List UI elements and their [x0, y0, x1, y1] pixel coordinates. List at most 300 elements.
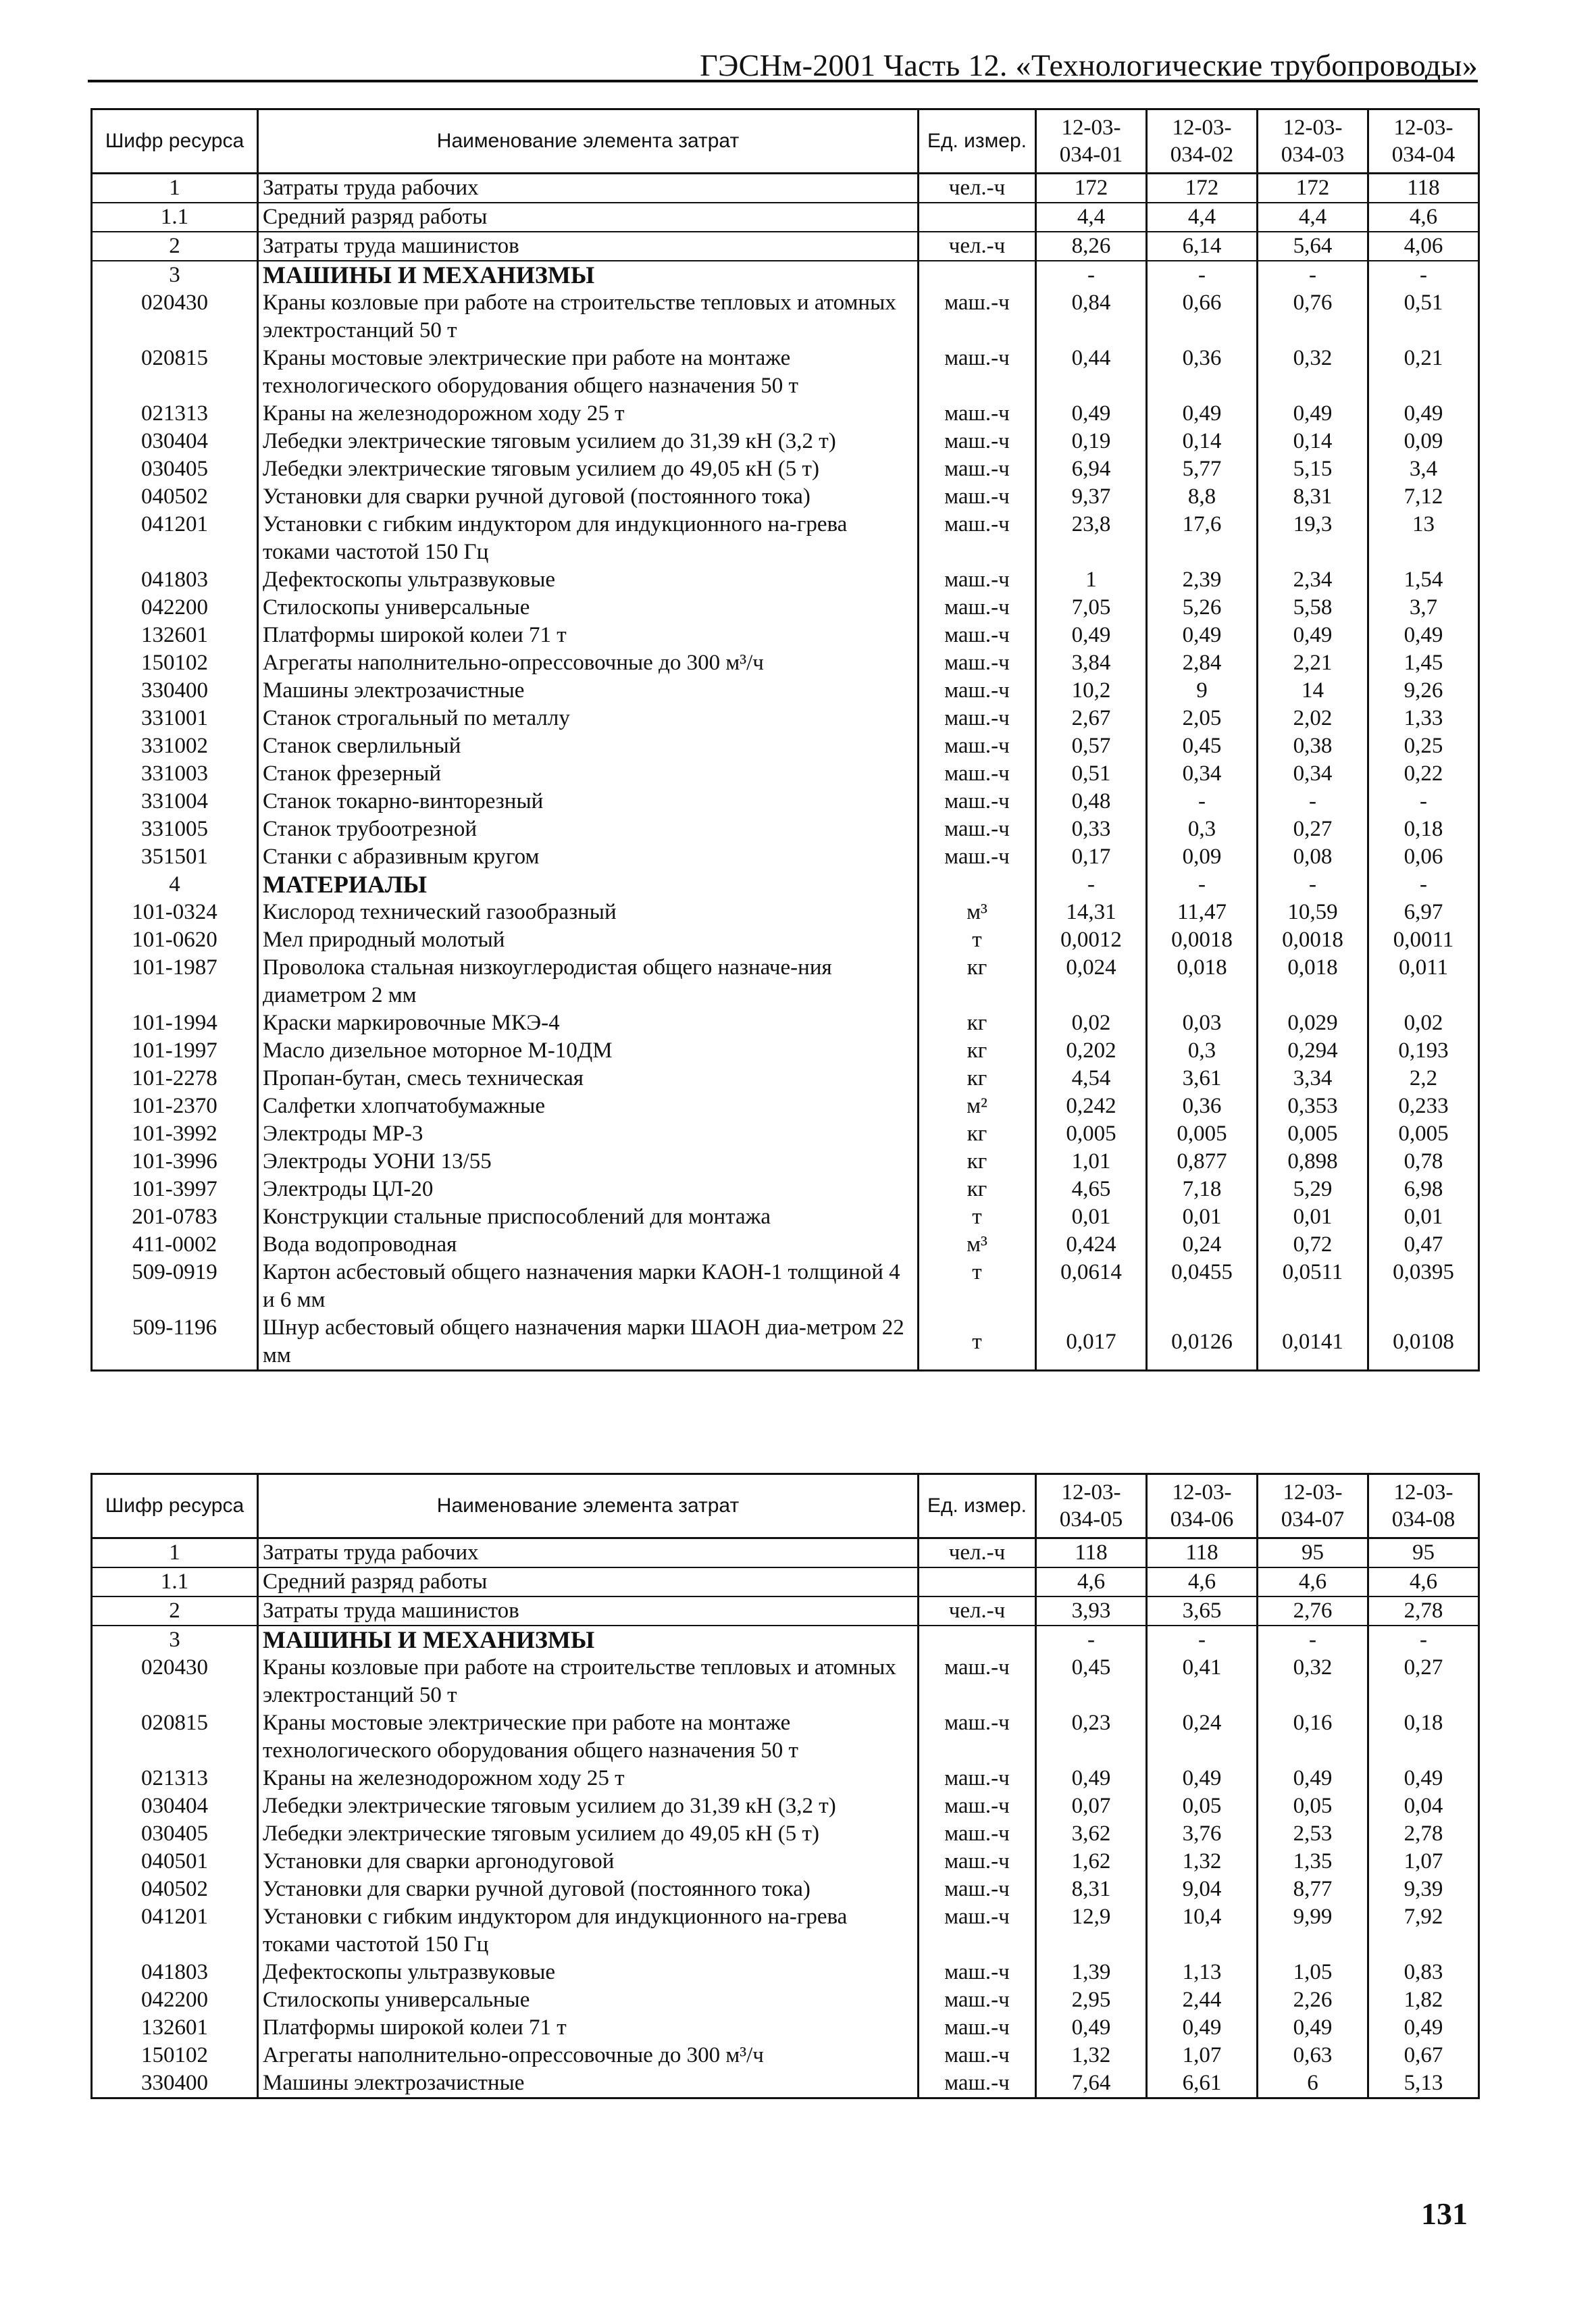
resource-value: 0,83	[1368, 1959, 1479, 1986]
resource-value: -	[1368, 788, 1479, 815]
resource-value: -	[1368, 261, 1479, 289]
resource-value: 0,0012	[1036, 926, 1147, 954]
resource-value: -	[1258, 788, 1368, 815]
resource-value: 6,94	[1036, 455, 1147, 483]
resource-value: 8,26	[1036, 232, 1147, 261]
resource-value: 1,62	[1036, 1848, 1147, 1876]
resource-name: МАШИНЫ И МЕХАНИЗМЫ	[258, 1626, 919, 1654]
table-row	[92, 1314, 1479, 1371]
resource-value: 1,82	[1368, 1986, 1479, 2014]
resource-code: 330400	[92, 677, 258, 705]
resource-name: Электроды МР-3	[258, 1120, 919, 1148]
resource-value: 1,13	[1147, 1959, 1258, 1986]
table-row	[92, 1538, 1479, 1568]
resource-value: 0,018	[1147, 954, 1258, 1009]
resource-value: 14	[1258, 677, 1368, 705]
resource-unit: маш.-ч	[919, 455, 1036, 483]
resource-value: 172	[1258, 174, 1368, 203]
resource-value: 4,6	[1258, 1567, 1368, 1596]
resource-value: 0,32	[1258, 1654, 1368, 1709]
column-header-estimate: 12-03- 034-06	[1147, 1474, 1258, 1538]
resource-unit: маш.-ч	[919, 705, 1036, 732]
resource-value: 0,14	[1147, 428, 1258, 455]
table-row	[92, 622, 1479, 649]
resource-code: 509-0919	[92, 1259, 258, 1314]
resource-value: 2,78	[1368, 1820, 1479, 1848]
table-row	[92, 203, 1479, 232]
resource-value: 8,31	[1258, 483, 1368, 511]
resource-value: 172	[1036, 174, 1147, 203]
resource-name: Мел природный молотый	[258, 926, 919, 954]
resource-value: -	[1368, 871, 1479, 899]
resource-value: 0,05	[1258, 1792, 1368, 1820]
resource-value: 0,06	[1368, 843, 1479, 871]
resource-value: 3,4	[1368, 455, 1479, 483]
resource-unit: т	[919, 1259, 1036, 1314]
resource-name: Шнур асбестовый общего назначения марки ШАОН диа-метром 22 мм	[258, 1314, 919, 1371]
resource-name: Электроды УОНИ 13/55	[258, 1148, 919, 1176]
column-header-estimate: 12-03- 034-05	[1036, 1474, 1147, 1538]
resource-value: 11,47	[1147, 899, 1258, 926]
resource-value: 0,49	[1147, 622, 1258, 649]
resource-name: Станок токарно-винторезный	[258, 788, 919, 815]
resource-value: 0,38	[1258, 732, 1368, 760]
resource-value: 95	[1258, 1538, 1368, 1568]
resource-code: 1	[92, 1538, 258, 1568]
resource-unit: чел.-ч	[919, 174, 1036, 203]
resource-name: Краны козловые при работе на строительстве тепловых и атомных электростанций 50 т	[258, 289, 919, 345]
resource-value: 0,49	[1036, 1765, 1147, 1792]
resource-code: 030405	[92, 1820, 258, 1848]
table-row	[92, 345, 1479, 400]
resource-code: 331001	[92, 705, 258, 732]
resource-value: 10,59	[1258, 899, 1368, 926]
resource-unit: маш.-ч	[919, 1848, 1036, 1876]
resource-value: 3,65	[1147, 1596, 1258, 1626]
table-row	[92, 1626, 1479, 1654]
resource-value: 19,3	[1258, 511, 1368, 566]
column-header-estimate: 12-03- 034-08	[1368, 1474, 1479, 1538]
resource-value: 0,0455	[1147, 1259, 1258, 1314]
resource-value: 8,31	[1036, 1876, 1147, 1903]
resource-value: 2,78	[1368, 1596, 1479, 1626]
resource-unit: кг	[919, 1009, 1036, 1037]
resource-name: Установки с гибким индуктором для индукционного на-грева токами частотой 150 Гц	[258, 1903, 919, 1959]
resource-code: 101-1994	[92, 1009, 258, 1037]
resource-unit: кг	[919, 954, 1036, 1009]
header-rule	[88, 80, 1478, 82]
resource-value: 0,49	[1036, 400, 1147, 428]
table-row	[92, 2014, 1479, 2042]
resource-value: 12,9	[1036, 1903, 1147, 1959]
resource-value: -	[1147, 788, 1258, 815]
resource-name: Установки для сварки ручной дуговой (постоянного тока)	[258, 483, 919, 511]
resource-value: 0,005	[1147, 1120, 1258, 1148]
resource-value: -	[1258, 261, 1368, 289]
resource-value: 1,35	[1258, 1848, 1368, 1876]
resource-name: Станок фрезерный	[258, 760, 919, 788]
resource-value: 0,02	[1036, 1009, 1147, 1037]
resource-value: 0,63	[1258, 2042, 1368, 2069]
table-row	[92, 871, 1479, 899]
resource-value: 0,3	[1147, 1037, 1258, 1065]
resource-value: 172	[1147, 174, 1258, 203]
resource-value: 95	[1368, 1538, 1479, 1568]
resource-value: 2,95	[1036, 1986, 1147, 2014]
resource-value: 5,29	[1258, 1176, 1368, 1203]
resource-value: -	[1036, 871, 1147, 899]
resource-value: 7,05	[1036, 594, 1147, 622]
resource-value: 0,27	[1258, 815, 1368, 843]
resource-value: 0,47	[1368, 1231, 1479, 1259]
resource-value: 0,233	[1368, 1092, 1479, 1120]
resource-code: 020815	[92, 345, 258, 400]
resource-value: 8,8	[1147, 483, 1258, 511]
table-row	[92, 1065, 1479, 1092]
resource-value: 0,202	[1036, 1037, 1147, 1065]
resource-value: 118	[1147, 1538, 1258, 1568]
resource-value: 0,23	[1036, 1709, 1147, 1765]
resource-value: 3,61	[1147, 1065, 1258, 1092]
resource-value: 0,49	[1368, 400, 1479, 428]
resource-value: 1,54	[1368, 566, 1479, 594]
resource-unit: маш.-ч	[919, 1765, 1036, 1792]
resource-code: 030404	[92, 428, 258, 455]
table-row	[92, 1792, 1479, 1820]
resource-value: 0,05	[1147, 1792, 1258, 1820]
resource-code: 101-0620	[92, 926, 258, 954]
resource-name: Вода водопроводная	[258, 1231, 919, 1259]
resource-name: Установки с гибким индуктором для индукционного на-грева токами частотой 150 Гц	[258, 511, 919, 566]
resource-unit: маш.-ч	[919, 788, 1036, 815]
table-row	[92, 1876, 1479, 1903]
page-header: ГЭСНм-2001 Часть 12. «Технологические трубопроводы»	[700, 48, 1478, 82]
resource-code: 1	[92, 174, 258, 203]
resource-code: 101-3992	[92, 1120, 258, 1148]
table-row	[92, 760, 1479, 788]
resource-value: -	[1368, 1626, 1479, 1654]
resource-name: Стилоскопы универсальные	[258, 1986, 919, 2014]
column-header-code: Шифр ресурса	[92, 1474, 258, 1538]
resource-value: 4,6	[1368, 203, 1479, 232]
resource-name: Краны козловые при работе на строительстве тепловых и атомных электростанций 50 т	[258, 1654, 919, 1709]
resource-value: 0,57	[1036, 732, 1147, 760]
table-row	[92, 1231, 1479, 1259]
table-header-row	[92, 1474, 1479, 1538]
resource-value: 0,898	[1258, 1148, 1368, 1176]
resource-value: 0,36	[1147, 1092, 1258, 1120]
resource-code: 132601	[92, 2014, 258, 2042]
resource-value: 0,017	[1036, 1314, 1147, 1371]
resource-value: 5,13	[1368, 2069, 1479, 2098]
resource-code: 020430	[92, 1654, 258, 1709]
resource-value: 0,353	[1258, 1092, 1368, 1120]
resource-unit: м²	[919, 1092, 1036, 1120]
resource-unit: чел.-ч	[919, 1538, 1036, 1568]
resource-code: 041201	[92, 1903, 258, 1959]
resource-code: 2	[92, 232, 258, 261]
resource-value: 2,67	[1036, 705, 1147, 732]
resource-value: 0,49	[1258, 400, 1368, 428]
resource-unit: маш.-ч	[919, 1986, 1036, 2014]
resource-value: 0,0108	[1368, 1314, 1479, 1371]
resource-unit	[919, 1567, 1036, 1596]
resource-name: Электроды ЦЛ-20	[258, 1176, 919, 1203]
resource-value: 5,15	[1258, 455, 1368, 483]
resource-name: Затраты труда машинистов	[258, 1596, 919, 1626]
resource-value: 2,39	[1147, 566, 1258, 594]
resource-code: 330400	[92, 2069, 258, 2098]
resource-name: Стилоскопы универсальные	[258, 594, 919, 622]
resource-value: 0,76	[1258, 289, 1368, 345]
resource-unit: маш.-ч	[919, 815, 1036, 843]
resource-name: Станки с абразивным кругом	[258, 843, 919, 871]
resource-value: 0,17	[1036, 843, 1147, 871]
resource-value: 3,93	[1036, 1596, 1147, 1626]
column-header-estimate: 12-03- 034-03	[1258, 109, 1368, 174]
resource-value: 0,3	[1147, 815, 1258, 843]
table-row	[92, 428, 1479, 455]
resource-value: 0,08	[1258, 843, 1368, 871]
resource-value: 9,37	[1036, 483, 1147, 511]
resource-unit: маш.-ч	[919, 1792, 1036, 1820]
resource-unit: маш.-ч	[919, 732, 1036, 760]
table-row	[92, 1596, 1479, 1626]
column-header-estimate: 12-03- 034-02	[1147, 109, 1258, 174]
table-row	[92, 815, 1479, 843]
resource-value: 0,03	[1147, 1009, 1258, 1037]
resource-code: 040501	[92, 1848, 258, 1876]
resource-value: 118	[1368, 174, 1479, 203]
resource-value: 0,67	[1368, 2042, 1479, 2069]
resource-value: 5,26	[1147, 594, 1258, 622]
resource-value: 1,01	[1036, 1148, 1147, 1176]
resource-name: Дефектоскопы ультразвуковые	[258, 1959, 919, 1986]
resource-value: 1,32	[1147, 1848, 1258, 1876]
column-header-estimate: 12-03- 034-07	[1258, 1474, 1368, 1538]
resource-unit: м³	[919, 899, 1036, 926]
resource-name: Агрегаты наполнительно-опрессовочные до 300 м³/ч	[258, 2042, 919, 2069]
table-row	[92, 1654, 1479, 1709]
resource-value: 0,02	[1368, 1009, 1479, 1037]
table-row	[92, 843, 1479, 871]
resource-value: 4,4	[1036, 203, 1147, 232]
resource-unit: маш.-ч	[919, 483, 1036, 511]
resource-value: 4,54	[1036, 1065, 1147, 1092]
resource-value: 7,18	[1147, 1176, 1258, 1203]
resource-code: 351501	[92, 843, 258, 871]
resource-code: 132601	[92, 622, 258, 649]
resource-value: 2,02	[1258, 705, 1368, 732]
column-header-unit: Ед. измер.	[919, 109, 1036, 174]
resource-code: 150102	[92, 2042, 258, 2069]
table-row	[92, 1986, 1479, 2014]
resource-code: 040502	[92, 483, 258, 511]
resource-value: 0,45	[1147, 732, 1258, 760]
resource-unit: т	[919, 1203, 1036, 1231]
resource-value: 0,34	[1258, 760, 1368, 788]
resource-name: Дефектоскопы ультразвуковые	[258, 566, 919, 594]
resource-unit: чел.-ч	[919, 1596, 1036, 1626]
resource-code: 021313	[92, 1765, 258, 1792]
table-row	[92, 788, 1479, 815]
resource-value: 3,76	[1147, 1820, 1258, 1848]
resource-value: 0,14	[1258, 428, 1368, 455]
resource-unit: маш.-ч	[919, 1709, 1036, 1765]
resource-unit: маш.-ч	[919, 649, 1036, 677]
resource-unit: т	[919, 926, 1036, 954]
resource-value: -	[1147, 261, 1258, 289]
resource-code: 020815	[92, 1709, 258, 1765]
resource-value: 0,49	[1258, 1765, 1368, 1792]
resource-name: Кислород технический газообразный	[258, 899, 919, 926]
resource-name: Станок трубоотрезной	[258, 815, 919, 843]
resource-unit: маш.-ч	[919, 622, 1036, 649]
resource-value: 0,24	[1147, 1231, 1258, 1259]
resource-code: 030405	[92, 455, 258, 483]
resource-value: 0,21	[1368, 345, 1479, 400]
resource-value: 0,294	[1258, 1037, 1368, 1065]
resource-value: 0,66	[1147, 289, 1258, 345]
resource-unit: маш.-ч	[919, 843, 1036, 871]
resource-name: Агрегаты наполнительно-опрессовочные до 300 м³/ч	[258, 649, 919, 677]
resource-code: 201-0783	[92, 1203, 258, 1231]
resource-value: 0,49	[1036, 2014, 1147, 2042]
resource-value: 4,6	[1147, 1567, 1258, 1596]
resource-value: 0,424	[1036, 1231, 1147, 1259]
resource-value: 0,51	[1036, 760, 1147, 788]
resource-value: 0,49	[1147, 1765, 1258, 1792]
resource-name: Машины электрозачистные	[258, 677, 919, 705]
column-header-estimate: 12-03- 034-01	[1036, 109, 1147, 174]
resource-value: 1,07	[1147, 2042, 1258, 2069]
resource-unit: маш.-ч	[919, 1820, 1036, 1848]
resource-name: Пропан-бутан, смесь техническая	[258, 1065, 919, 1092]
table-row	[92, 677, 1479, 705]
table-row	[92, 1037, 1479, 1065]
resource-unit: чел.-ч	[919, 232, 1036, 261]
resource-value: 8,77	[1258, 1876, 1368, 1903]
resource-value: 0,33	[1036, 815, 1147, 843]
resource-value: 2,53	[1258, 1820, 1368, 1848]
resource-unit: кг	[919, 1176, 1036, 1203]
resource-table-2	[91, 1473, 1480, 2099]
resource-name: Лебедки электрические тяговым усилием до 31,39 кН (3,2 т)	[258, 1792, 919, 1820]
resource-value: 13	[1368, 511, 1479, 566]
resource-value: 9,99	[1258, 1903, 1368, 1959]
resource-value: 0,19	[1036, 428, 1147, 455]
resource-value: 0,09	[1147, 843, 1258, 871]
resource-value: 118	[1036, 1538, 1147, 1568]
resource-code: 509-1196	[92, 1314, 258, 1371]
table-row	[92, 289, 1479, 345]
resource-name: Установки для сварки ручной дуговой (постоянного тока)	[258, 1876, 919, 1903]
resource-value: 0,22	[1368, 760, 1479, 788]
resource-value: 4,65	[1036, 1176, 1147, 1203]
table-row	[92, 1203, 1479, 1231]
table-row	[92, 1009, 1479, 1037]
resource-value: 0,27	[1368, 1654, 1479, 1709]
resource-name: Установки для сварки аргонодуговой	[258, 1848, 919, 1876]
resource-unit: т	[919, 1314, 1036, 1371]
resource-value: 0,18	[1368, 1709, 1479, 1765]
resource-unit	[919, 871, 1036, 899]
resource-value: 1,39	[1036, 1959, 1147, 1986]
resource-value: 0,49	[1258, 2014, 1368, 2042]
table-row	[92, 1120, 1479, 1148]
resource-name: Средний разряд работы	[258, 1567, 919, 1596]
resource-code: 101-3996	[92, 1148, 258, 1176]
resource-value: 2,34	[1258, 566, 1368, 594]
resource-table-1	[91, 108, 1480, 1372]
resource-unit: м³	[919, 1231, 1036, 1259]
resource-value: 0,0011	[1368, 926, 1479, 954]
resource-value: 9,26	[1368, 677, 1479, 705]
resource-value: 0,024	[1036, 954, 1147, 1009]
resource-value: 2,21	[1258, 649, 1368, 677]
resource-value: 3,62	[1036, 1820, 1147, 1848]
resource-value: 0,18	[1368, 815, 1479, 843]
resource-value: 4,6	[1368, 1567, 1479, 1596]
resource-value: 6,97	[1368, 899, 1479, 926]
column-header-name: Наименование элемента затрат	[258, 1474, 919, 1538]
resource-value: 3,84	[1036, 649, 1147, 677]
table-row	[92, 2069, 1479, 2098]
table-row	[92, 594, 1479, 622]
resource-value: 10,4	[1147, 1903, 1258, 1959]
resource-value: 0,25	[1368, 732, 1479, 760]
resource-code: 411-0002	[92, 1231, 258, 1259]
resource-value: 3,7	[1368, 594, 1479, 622]
resource-value: 0,018	[1258, 954, 1368, 1009]
resource-value: 10,2	[1036, 677, 1147, 705]
resource-code: 101-2278	[92, 1065, 258, 1092]
resource-code: 3	[92, 1626, 258, 1654]
resource-unit: маш.-ч	[919, 1876, 1036, 1903]
table-row	[92, 649, 1479, 677]
resource-value: 0,09	[1368, 428, 1479, 455]
resource-name: Салфетки хлопчатобумажные	[258, 1092, 919, 1120]
resource-value: 0,36	[1147, 345, 1258, 400]
resource-name: Краски маркировочные МКЭ-4	[258, 1009, 919, 1037]
resource-value: -	[1258, 871, 1368, 899]
resource-value: 0,005	[1368, 1120, 1479, 1148]
resource-value: 5,77	[1147, 455, 1258, 483]
table-row	[92, 1148, 1479, 1176]
resource-value: 0,49	[1368, 1765, 1479, 1792]
resource-value: 1,05	[1258, 1959, 1368, 1986]
resource-name: Машины электрозачистные	[258, 2069, 919, 2098]
resource-unit: маш.-ч	[919, 511, 1036, 566]
table-row	[92, 455, 1479, 483]
resource-unit: маш.-ч	[919, 1903, 1036, 1959]
resource-name: Платформы широкой колеи 71 т	[258, 622, 919, 649]
resource-value: 0,005	[1036, 1120, 1147, 1148]
table-row	[92, 705, 1479, 732]
resource-value: 4,6	[1036, 1567, 1147, 1596]
resource-value: 0,0018	[1147, 926, 1258, 954]
resource-unit: кг	[919, 1148, 1036, 1176]
table-row	[92, 232, 1479, 261]
resource-code: 101-3997	[92, 1176, 258, 1203]
resource-value: 4,06	[1368, 232, 1479, 261]
resource-unit: маш.-ч	[919, 760, 1036, 788]
resource-unit: маш.-ч	[919, 428, 1036, 455]
table-row	[92, 1959, 1479, 1986]
resource-unit: маш.-ч	[919, 2069, 1036, 2098]
table-row	[92, 732, 1479, 760]
resource-value: 1,33	[1368, 705, 1479, 732]
